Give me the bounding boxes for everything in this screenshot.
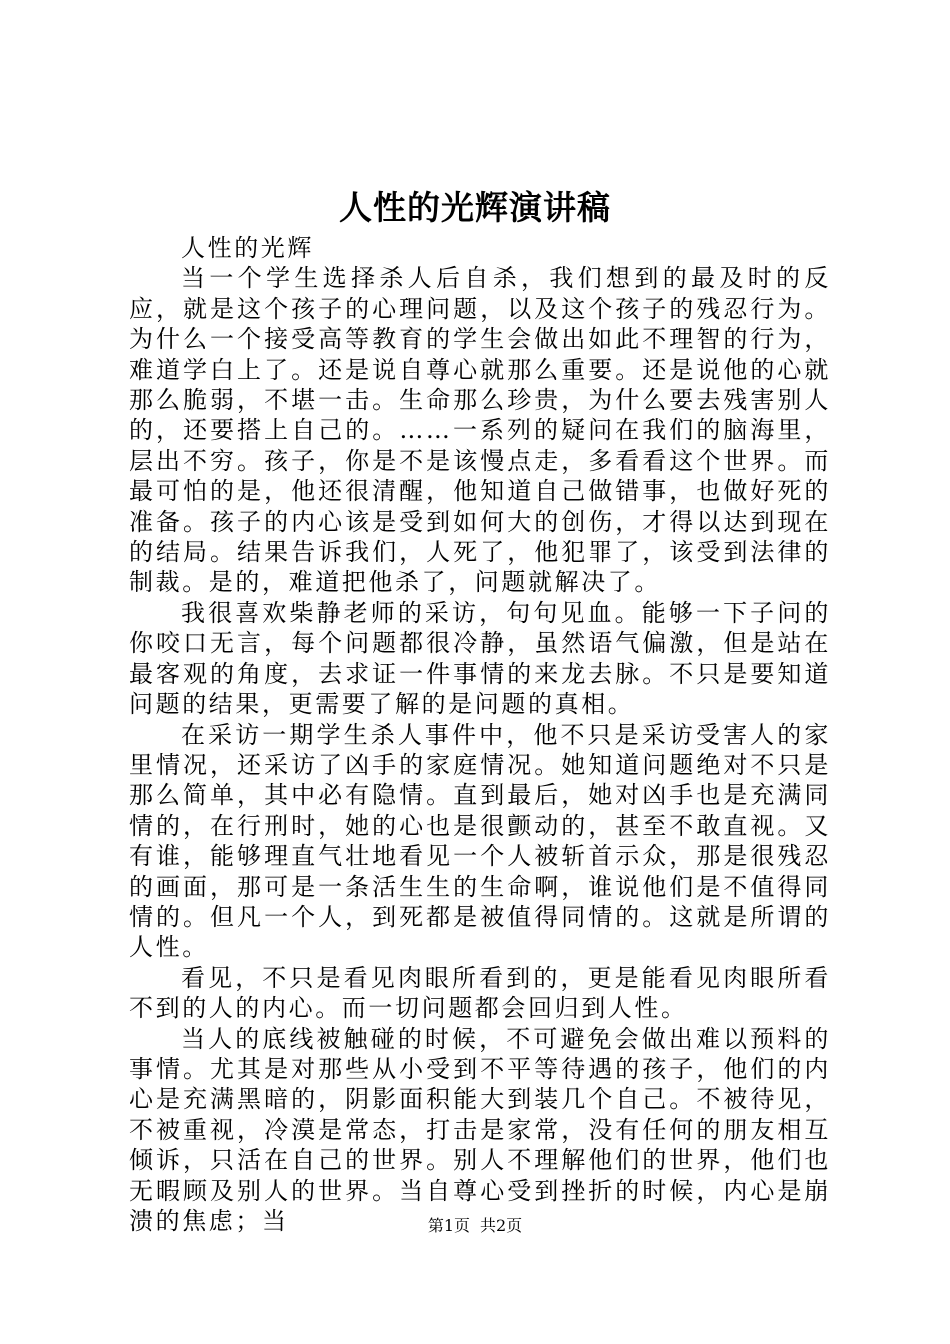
page-number: 第1页 xyxy=(427,1216,470,1235)
paragraph-5: 当人的底线被触碰的时候，不可避免会做出难以预料的事情。尤其是对那些从小受到不平等待遇的孩子，他们的内心是充满黑暗的，阴影面积能大到装几个自己。不被待见，不被重视，冷漠是常态，打击是家常，没有任何的朋友相互倾诉，只活在自己的世界。别人不理解他们的世界，他们也无暇顾及别人的世界。当自尊心受到挫折的时候，内心是崩溃的焦虑；当 xyxy=(129,1024,831,1235)
paragraph-1: 当一个学生选择杀人后自杀，我们想到的最及时的反应，就是这个孩子的心理问题，以及这个孩子的残忍行为。为什么一个接受高等教育的学生会做出如此不理智的行为，难道学白上了。还是说自尊心就那么重要。还是说他的心就那么脆弱，不堪一击。生命那么珍贵，为什么要去残害别人的，还要搭上自己的。……一系列的疑问在我们的脑海里，层出不穷。孩子，你是不是该慢点走，多看看这个世界。而最可怕的是，他还很清醒，他知道自己做错事，也做好死的准备。孩子的内心该是受到如何大的创伤，才得以达到现在的结局。结果告诉我们，人死了，他犯罪了，该受到法律的制裁。是的，难道把他杀了，问题就解决了。 xyxy=(129,264,831,597)
page-footer xyxy=(0,1214,950,1238)
paragraph-4: 看见，不只是看见肉眼所看到的，更是能看见肉眼所看不到的人的内心。而一切问题都会回归到人性。 xyxy=(129,963,831,1023)
document-title: 人性的光辉演讲稿 xyxy=(339,188,611,227)
document-body xyxy=(129,233,831,1236)
paragraph-3: 在采访一期学生杀人事件中，他不只是采访受害人的家里情况，还采访了凶手的家庭情况。她知道问题绝对不只是那么简单，其中必有隐情。直到最后，她对凶手也是充满同情的，在行刑时，她的心也是很颤动的，甚至不敢直视。又有谁，能够理直气壮地看见一个人被斩首示众，那是很残忍的画面，那可是一条活生生的生命啊，谁说他们是不值得同情的。但凡一个人，到死都是被值得同情的。这就是所谓的人性。 xyxy=(129,720,831,962)
paragraph-subtitle: 人性的光辉 xyxy=(181,234,314,262)
paragraph-2: 我很喜欢柴静老师的采访，句句见血。能够一下子问的你咬口无言，每个问题都很冷静，虽然语气偏激，但是站在最客观的角度，去求证一件事情的来龙去脉。不只是要知道问题的结果，更需要了解的是问题的真相。 xyxy=(129,598,831,719)
page-count: 共2页 xyxy=(480,1216,523,1235)
